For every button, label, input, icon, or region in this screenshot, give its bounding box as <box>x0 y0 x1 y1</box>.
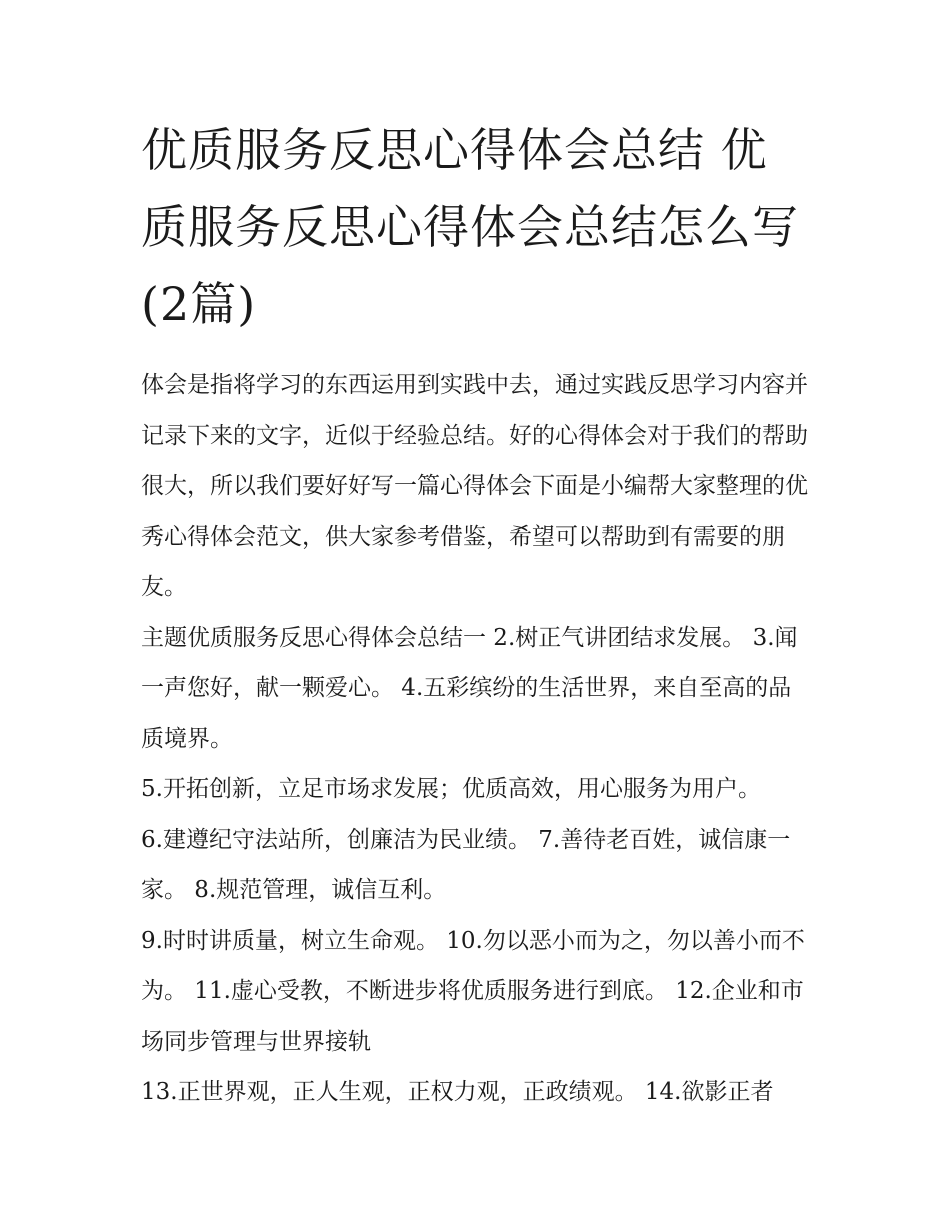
body-paragraph: 5.开拓创新，立足市场求发展；优质高效，用心服务为用户。 <box>141 776 761 802</box>
intro-paragraph: 体会是指将学习的东西运用到实践中去，通过实践反思学习内容并记录下来的文字，近似于经验总结。好的心得体会对于我们的帮助很大，所以我们要好好写一篇心得体会下面是小编帮大家整理的优秀心得体会范文，供大家参考借鉴，希望可以帮助到有需要的朋友。 <box>141 372 808 600</box>
body-paragraph: 9.时时讲质量，树立生命观。 10.勿以恶小而为之，勿以善小而不为。 11.虚心受教，不断进步将优质服务进行到底。 12.企业和市场同步管理与世界接轨 <box>141 927 805 1055</box>
body-paragraph: 13.正世界观，正人生观，正权力观，正政绩观。 14.欲影正者 <box>141 1079 774 1105</box>
body-paragraph: 主题优质服务反思心得体会总结一 2.树正气讲团结求发展。 3.闻一声您好，献一颗爱心。 4.五彩缤纷的生活世界，来自至高的品质境界。 <box>141 624 798 752</box>
document-title: 优质服务反思心得体会总结 优质服务反思心得体会总结怎么写(2篇) <box>141 123 799 331</box>
body-paragraph: 6.建遵纪守法站所，创廉洁为民业绩。 7.善待老百姓，诚信康一家。 8.规范管理，诚信互利。 <box>141 826 791 903</box>
document-page <box>141 112 813 1118</box>
